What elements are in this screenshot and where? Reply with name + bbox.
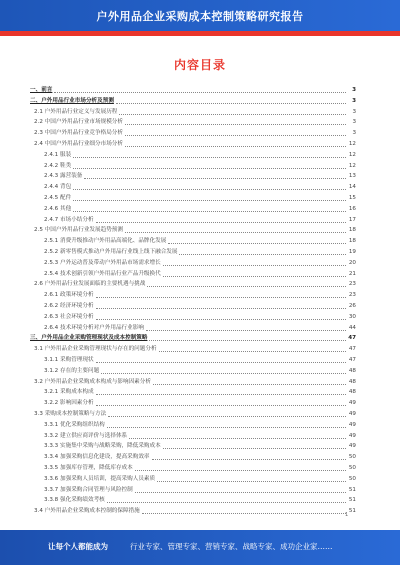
toc-entry-page: 12 <box>348 151 356 158</box>
toc-entry-page: 48 <box>348 367 356 374</box>
toc-entry-page: 17 <box>348 216 356 223</box>
toc-entry-page: 15 <box>348 195 356 201</box>
toc-entry-title: 2.5.1 消费升级推动户外用品高端化、品牌化发展 <box>44 238 167 245</box>
toc-entry-title: 3.3.1 优化采购组织结构 <box>44 421 105 428</box>
toc-entry[interactable] <box>30 486 356 495</box>
toc-entry-page: 49 <box>348 400 356 407</box>
toc-entry-title: 3.3.7 加强采购合同管理与风险控制 <box>44 486 133 493</box>
toc-entry-title: 2.5.2 新零售模式推动户外用品行业线上线下融合发展 <box>44 249 178 255</box>
toc-entry-title: 3.2.1 采购成本构成 <box>44 389 94 396</box>
toc-entry[interactable] <box>30 421 356 430</box>
toc-entry-title: 3.1.2 存在的主要问题 <box>44 367 100 374</box>
footer-banner <box>0 530 400 565</box>
toc-entry[interactable] <box>30 399 356 408</box>
report-header <box>0 0 400 36</box>
toc-leader-dots <box>116 103 346 104</box>
toc-entry-title: 3.1.1 采购管理现状 <box>44 357 94 363</box>
toc-title: 内容目录 <box>173 58 226 72</box>
toc-entry-title: 2.6.4 技术环境分析对户外用品行业影响 <box>44 324 144 331</box>
toc-leader-dots <box>142 513 346 514</box>
toc-entry-title: 2.5.4 技术创新引领户外用品行业产品升级换代 <box>44 270 161 277</box>
toc-entry-title: 2.6.3 社会环境分析 <box>44 313 94 320</box>
toc-entry-title: 2.4.4 背包 <box>44 184 72 191</box>
toc-leader-dots <box>96 308 346 309</box>
toc-entry-page: 16 <box>348 205 356 212</box>
toc-entry[interactable] <box>30 129 356 138</box>
toc-entry-page: 14 <box>348 184 356 191</box>
toc-entry[interactable] <box>30 410 356 419</box>
toc-entry-page: 44 <box>348 324 356 331</box>
toc-entry[interactable] <box>30 270 356 279</box>
toc-entry[interactable] <box>30 291 356 300</box>
toc-entry-page: 19 <box>348 249 356 255</box>
toc-entry-title: 二、户外用品行业市场分析及预测 <box>30 97 114 104</box>
toc-entry[interactable] <box>30 97 356 106</box>
toc-entry-title: 一、前言 <box>30 87 53 93</box>
toc-leader-dots <box>163 265 346 266</box>
toc-entry-page: 13 <box>348 173 356 180</box>
toc-entry-page: 21 <box>348 270 356 277</box>
toc-entry-page: 26 <box>348 303 356 309</box>
toc-entry[interactable] <box>30 313 356 322</box>
toc-leader-dots <box>96 362 346 363</box>
toc-entry-page: 48 <box>348 389 356 396</box>
toc-entry[interactable] <box>30 216 356 225</box>
toc-entry-page: 49 <box>348 411 356 417</box>
toc-leader-dots <box>108 416 346 417</box>
toc-entry-title: 3.3.3 实施集中采购与战略采购，降低采购成本 <box>44 443 161 450</box>
toc-leader-dots <box>73 157 346 158</box>
toc-entry-title: 2.5.3 户外运动普及带动户外用品市场需求增长 <box>44 259 161 266</box>
toc-leader-dots <box>125 124 346 125</box>
toc-entry-page: 48 <box>348 378 356 385</box>
toc-entry-title: 3.3.8 强化采购绩效考核 <box>44 497 105 504</box>
toc-entry-page: 3 <box>352 97 356 104</box>
toc-entry-title: 2.4.1 服装 <box>44 151 72 158</box>
toc-entry-page: 51 <box>348 486 356 493</box>
toc-leader-dots <box>147 286 346 287</box>
toc-entry-page: 3 <box>352 130 356 137</box>
toc-entry[interactable] <box>30 226 356 235</box>
toc-leader-dots <box>179 254 346 255</box>
toc-leader-dots <box>163 276 346 277</box>
toc-entry-title: 3.3.4 加强采购信息化建设，提高采购效率 <box>44 454 150 461</box>
toc-entry-title: 3.3 采购成本控制策略与方法 <box>34 411 107 417</box>
toc-leader-dots <box>73 211 346 212</box>
toc-entry[interactable] <box>30 108 356 117</box>
toc-entry[interactable] <box>30 356 356 365</box>
toc-entry-title: 2.5 中国户外用品行业发展趋势预测 <box>34 227 123 234</box>
toc-entry[interactable] <box>30 172 356 181</box>
toc-entry-title: 3.2 户外用品企业采购成本构成与影响因素分析 <box>34 378 151 385</box>
toc-entry-page: 23 <box>348 292 356 299</box>
toc-entry-title: 3.2.2 影响因素分析 <box>44 400 94 407</box>
footer-slogan-right: 行业专家、管理专家、营销专家、战略专家、成功企业家…… <box>130 542 333 551</box>
toc-entry[interactable] <box>30 162 356 171</box>
toc-entry-page: 50 <box>348 475 356 482</box>
toc-leader-dots <box>96 394 346 395</box>
toc-entry[interactable] <box>30 183 356 192</box>
toc-leader-dots <box>73 168 346 169</box>
toc-entry-title: 2.4.6 其他 <box>44 205 72 212</box>
toc-entry[interactable] <box>30 334 356 343</box>
toc-entry-title: 2.4.5 配件 <box>44 195 72 201</box>
toc-entry[interactable] <box>30 324 356 333</box>
report-title: 户外用品企业采购成本控制策略研究报告 <box>96 10 304 23</box>
toc-leader-dots <box>54 92 346 93</box>
toc-entry[interactable] <box>30 302 356 311</box>
toc-entry[interactable] <box>30 280 356 289</box>
toc-entry-title: 3.3.2 建立供应商评价与选择体系 <box>44 432 128 439</box>
toc-leader-dots <box>129 438 346 439</box>
toc-entry[interactable] <box>30 378 356 387</box>
toc-leader-dots <box>149 340 346 341</box>
toc-entry-title: 2.3 中国户外用品行业竞争格局分析 <box>34 130 123 137</box>
toc-entry-page: 3 <box>352 108 356 115</box>
toc-leader-dots <box>163 448 346 449</box>
toc-entry-page: 49 <box>348 432 356 439</box>
toc-leader-dots <box>84 178 346 179</box>
toc-entry-page: 3 <box>352 87 356 93</box>
toc-leader-dots <box>157 481 346 482</box>
toc-entry[interactable] <box>30 248 356 257</box>
toc-leader-dots <box>159 351 346 352</box>
toc-entry-title: 2.1 户外用品行业定义与发展历程 <box>34 108 118 115</box>
toc-entry-page: 51 <box>348 508 356 515</box>
toc-entry-title: 3.4 户外用品企业采购成本控制的保障措施 <box>34 508 140 515</box>
toc-entry[interactable] <box>30 496 356 505</box>
toc-leader-dots <box>125 232 346 233</box>
toc-leader-dots <box>73 200 346 201</box>
footer-slogan-left: 让每个人都能成为 <box>48 542 108 551</box>
toc-entry-title: 2.4.2 鞋类 <box>44 162 72 169</box>
toc-entry-page: 12 <box>348 162 356 169</box>
toc-entry-page: 30 <box>348 313 356 320</box>
toc-entry[interactable] <box>30 475 356 484</box>
toc-leader-dots <box>96 297 346 298</box>
toc-entry[interactable] <box>30 118 356 127</box>
toc-entry-page: 51 <box>348 497 356 504</box>
toc-leader-dots <box>101 373 346 374</box>
toc-entry-page: 47 <box>348 346 356 353</box>
toc-leader-dots <box>96 222 346 223</box>
toc-entry-page: 3 <box>352 119 356 126</box>
toc-leader-dots <box>146 330 346 331</box>
toc-entry[interactable] <box>30 86 356 95</box>
toc-leader-dots <box>135 492 346 493</box>
toc-entry-title: 3.1 户外用品企业采购管理现状与存在的问题分析 <box>34 346 157 353</box>
toc-entry-title: 3.3.5 加强库存管理，降低库存成本 <box>44 465 133 471</box>
header-accent-bar <box>0 31 400 36</box>
toc-entry[interactable] <box>30 237 356 246</box>
toc-entry[interactable] <box>30 151 356 160</box>
toc-entry-page: 47 <box>348 335 356 342</box>
toc-entry[interactable] <box>30 432 356 441</box>
toc-entry-title: 2.6 户外用品行业发展面临的主要机遇与挑战 <box>34 281 146 288</box>
toc-leader-dots <box>119 114 346 115</box>
toc-entry[interactable] <box>30 140 356 149</box>
toc-entry-page: 20 <box>348 259 356 266</box>
toc-entry-title: 2.4 中国户外用品行业细分市场分析 <box>34 141 123 147</box>
toc-entry[interactable] <box>30 345 356 354</box>
toc-entry-page: 49 <box>348 421 356 428</box>
toc-entry-title: 2.6.2 经济环境分析 <box>44 303 94 309</box>
toc-entry-page: 23 <box>348 281 356 288</box>
toc-entry-page: 47 <box>348 357 356 363</box>
toc-entry-page: 18 <box>348 227 356 234</box>
toc-entry-page: 18 <box>348 238 356 245</box>
toc-entry-title: 2.6.1 政策环境分析 <box>44 292 94 299</box>
toc-entry-page: 49 <box>348 443 356 450</box>
toc-leader-dots <box>107 502 346 503</box>
toc-entry[interactable] <box>30 194 356 203</box>
toc-leader-dots <box>152 459 346 460</box>
toc-entry[interactable] <box>30 388 356 397</box>
toc-entry-page: 50 <box>348 454 356 461</box>
toc-entry[interactable] <box>30 507 356 516</box>
page-number: 1 <box>345 512 349 518</box>
toc-leader-dots <box>168 243 346 244</box>
toc-entry-title: 2.4.7 市场小结分析 <box>44 216 94 223</box>
toc-entry-title: 3.3.6 加强采购人员培训，提高采购人员素质 <box>44 475 156 482</box>
toc-entry-page: 50 <box>348 465 356 471</box>
toc-entry-page: 12 <box>348 141 356 147</box>
toc-leader-dots <box>135 470 346 471</box>
toc-entry[interactable] <box>30 442 356 451</box>
toc-entry[interactable] <box>30 453 356 462</box>
toc-entry[interactable] <box>30 205 356 214</box>
toc-entry-title: 2.4.3 露营装备 <box>44 173 83 180</box>
toc-entry[interactable] <box>30 367 356 376</box>
toc-leader-dots <box>96 405 346 406</box>
toc-leader-dots <box>153 384 346 385</box>
toc-leader-dots <box>96 319 346 320</box>
toc-entry-title: 2.2 中国户外用品行业市场规模分析 <box>34 119 123 126</box>
table-of-contents <box>30 86 356 518</box>
toc-leader-dots <box>107 427 346 428</box>
toc-leader-dots <box>125 135 346 136</box>
toc-leader-dots <box>125 146 346 147</box>
toc-leader-dots <box>73 189 346 190</box>
toc-entry-title: 三、户外用品企业采购管理现状及成本控制策略 <box>30 335 148 342</box>
toc-entry[interactable] <box>30 259 356 268</box>
toc-entry[interactable] <box>30 464 356 473</box>
